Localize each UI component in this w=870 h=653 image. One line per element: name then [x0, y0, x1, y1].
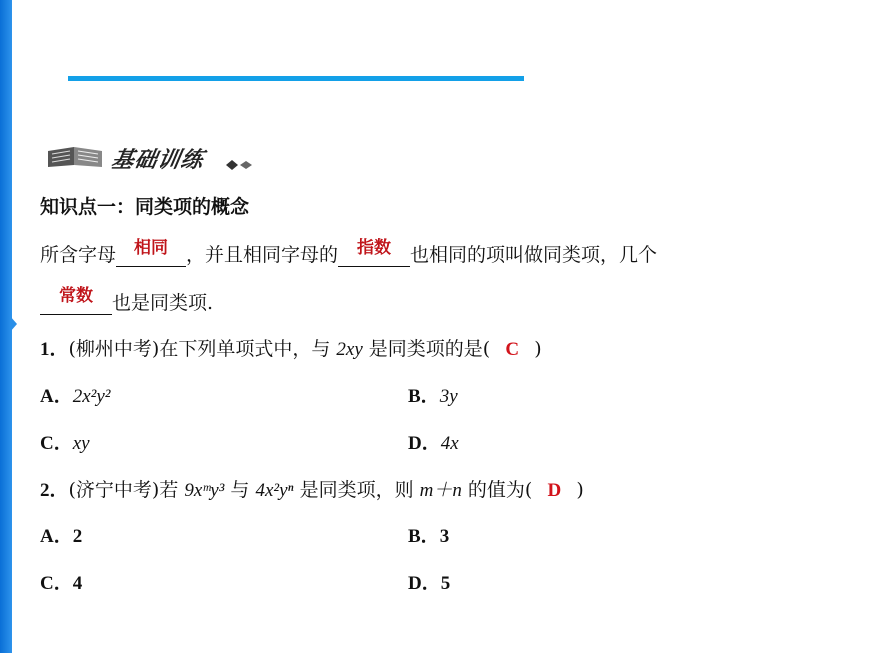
blank-1-answer: 相同: [134, 238, 169, 258]
blank-2: [338, 238, 410, 267]
question-1-text-a: 在下列单项式中，与: [159, 338, 337, 360]
question-1-expr: 2xy: [336, 339, 363, 360]
question-2-stem: [40, 478, 584, 503]
q2-option-a-label: A．: [40, 526, 73, 547]
q1-option-c: [40, 431, 90, 456]
q1-option-c-label: C．: [40, 433, 73, 454]
q2-option-d-text: 5: [440, 573, 451, 594]
ornament-icon: [224, 157, 254, 173]
question-2-answer: D: [547, 480, 562, 501]
q2-option-c-label: C．: [40, 573, 73, 594]
blank-3: [40, 286, 112, 315]
question-2-text-a: 若: [159, 479, 185, 501]
q2-option-d: [408, 571, 450, 596]
question-2-text-b: 与: [224, 479, 256, 501]
q2-option-b-text: 3: [439, 526, 450, 547]
blank-1: [116, 238, 186, 267]
question-2-expr-1: 9xᵐy³: [184, 480, 225, 501]
q1-option-a-text: 2x²y²: [72, 386, 111, 407]
question-2-text-c: 是同类项，则: [293, 479, 420, 501]
q2-option-b-label: B．: [408, 526, 440, 547]
q1-option-d: [408, 431, 459, 456]
q1-option-b: [408, 384, 458, 409]
question-2-text-d: 的值为(: [461, 479, 533, 501]
q2-option-b: [408, 524, 449, 549]
q1-option-c-text: xy: [72, 433, 90, 454]
q1-option-a-label: A．: [40, 386, 73, 407]
q2-option-a-text: 2: [72, 526, 83, 547]
q1-option-d-text: 4x: [440, 433, 459, 454]
question-2-expr-2: 4x²yⁿ: [255, 480, 294, 501]
question-2-expr-3: m＋n: [419, 480, 462, 501]
question-1-answer: C: [505, 339, 520, 360]
section-title: 知识点一：同类项的概念: [40, 196, 250, 218]
q2-option-d-label: D．: [408, 573, 441, 594]
q2-option-c-text: 4: [72, 573, 83, 594]
q1-option-b-label: B．: [408, 386, 440, 407]
concept-text-4: 也是同类项.: [112, 292, 214, 314]
q1-option-a: [40, 384, 111, 409]
concept-text-1: 所含字母: [40, 244, 117, 266]
book-icon: [44, 145, 110, 169]
question-1-number: 1．: [40, 339, 69, 360]
question-2-close: ): [576, 479, 584, 501]
question-2-source: (济宁中考): [68, 479, 160, 501]
page-arrow-icon: [10, 316, 17, 332]
concept-text-3: 也相同的项叫做同类项，几个: [410, 244, 658, 266]
blank-3-answer: 常数: [59, 286, 93, 306]
concept-line-1: [40, 238, 658, 267]
question-1-stem: [40, 337, 542, 362]
question-1-close: ): [534, 338, 542, 360]
q2-option-a: [40, 524, 82, 549]
q1-option-b-text: 3y: [439, 386, 458, 407]
banner-title: 基础训练: [109, 147, 207, 173]
question-1-source: (柳州中考): [68, 338, 160, 360]
q1-option-d-label: D．: [408, 433, 441, 454]
question-1-text-b: 是同类项的是(: [362, 338, 491, 360]
question-2-number: 2．: [40, 480, 69, 501]
concept-line-2: [40, 286, 214, 315]
q2-option-c: [40, 571, 82, 596]
blank-2-answer: 指数: [357, 238, 392, 258]
section-banner: [44, 141, 254, 173]
concept-text-2: ，并且相同字母的: [186, 244, 339, 266]
header-rule: [68, 76, 524, 81]
